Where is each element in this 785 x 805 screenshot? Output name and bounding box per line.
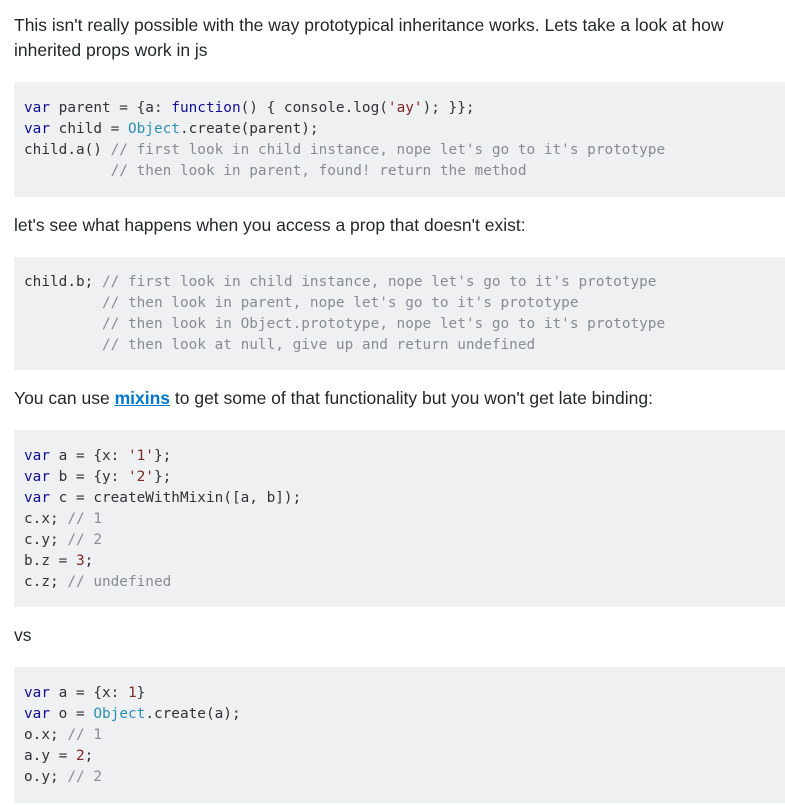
code-block-inheritance: [14, 82, 785, 197]
code-line: a.y = 2;: [24, 748, 94, 764]
intro-paragraph: This isn't really possible with the way prototypical inheritance works. Lets take a look at how inherited props work in js: [14, 15, 724, 60]
code-line: var o = Object.create(a);: [24, 706, 241, 722]
code-block-mixin: [14, 430, 785, 607]
code-line: c.x; // 1: [24, 511, 102, 527]
code-line: o.x; // 1: [24, 727, 102, 743]
code-line: // then look in Object.prototype, nope let's go to it's prototype: [101, 316, 666, 332]
code-line: var a = {x: '1'};: [24, 448, 172, 464]
code-line: child.b; // first look in child instance, nope let's go to it's prototype: [24, 274, 657, 290]
nonexistent-prop-paragraph: let's see what happens when you access a prop that doesn't exist:: [14, 215, 526, 235]
code-block-missing-prop: [14, 257, 785, 370]
vs-paragraph: vs: [14, 625, 32, 645]
mixins-link[interactable]: mixins: [114, 388, 171, 408]
code-line: // then look at null, give up and return undefined: [101, 337, 536, 353]
code-line: // then look in parent, found! return the method: [110, 163, 527, 179]
answer-body: [14, 13, 785, 803]
code-block-prototype: [14, 667, 785, 803]
code-line: // then look in parent, nope let's go to it's prototype: [101, 295, 579, 311]
code-line: c.y; // 2: [24, 532, 102, 548]
code-line: o.y; // 2: [24, 769, 102, 785]
code-line: var a = {x: 1}: [24, 685, 146, 701]
code-line: var c = createWithMixin([a, b]);: [24, 490, 302, 506]
code-line: var child = Object.create(parent);: [24, 121, 319, 137]
mixins-paragraph: You can use mixins to get some of that functionality but you won't get late binding:: [14, 388, 653, 408]
code-line: child.a() // first look in child instance, nope let's go to it's prototype: [24, 142, 666, 158]
code-line: var parent = {a: function() { console.log('ay'); }};: [24, 100, 475, 116]
code-line: c.z; // undefined: [24, 574, 172, 590]
code-line: b.z = 3;: [24, 553, 94, 569]
code-line: var b = {y: '2'};: [24, 469, 172, 485]
